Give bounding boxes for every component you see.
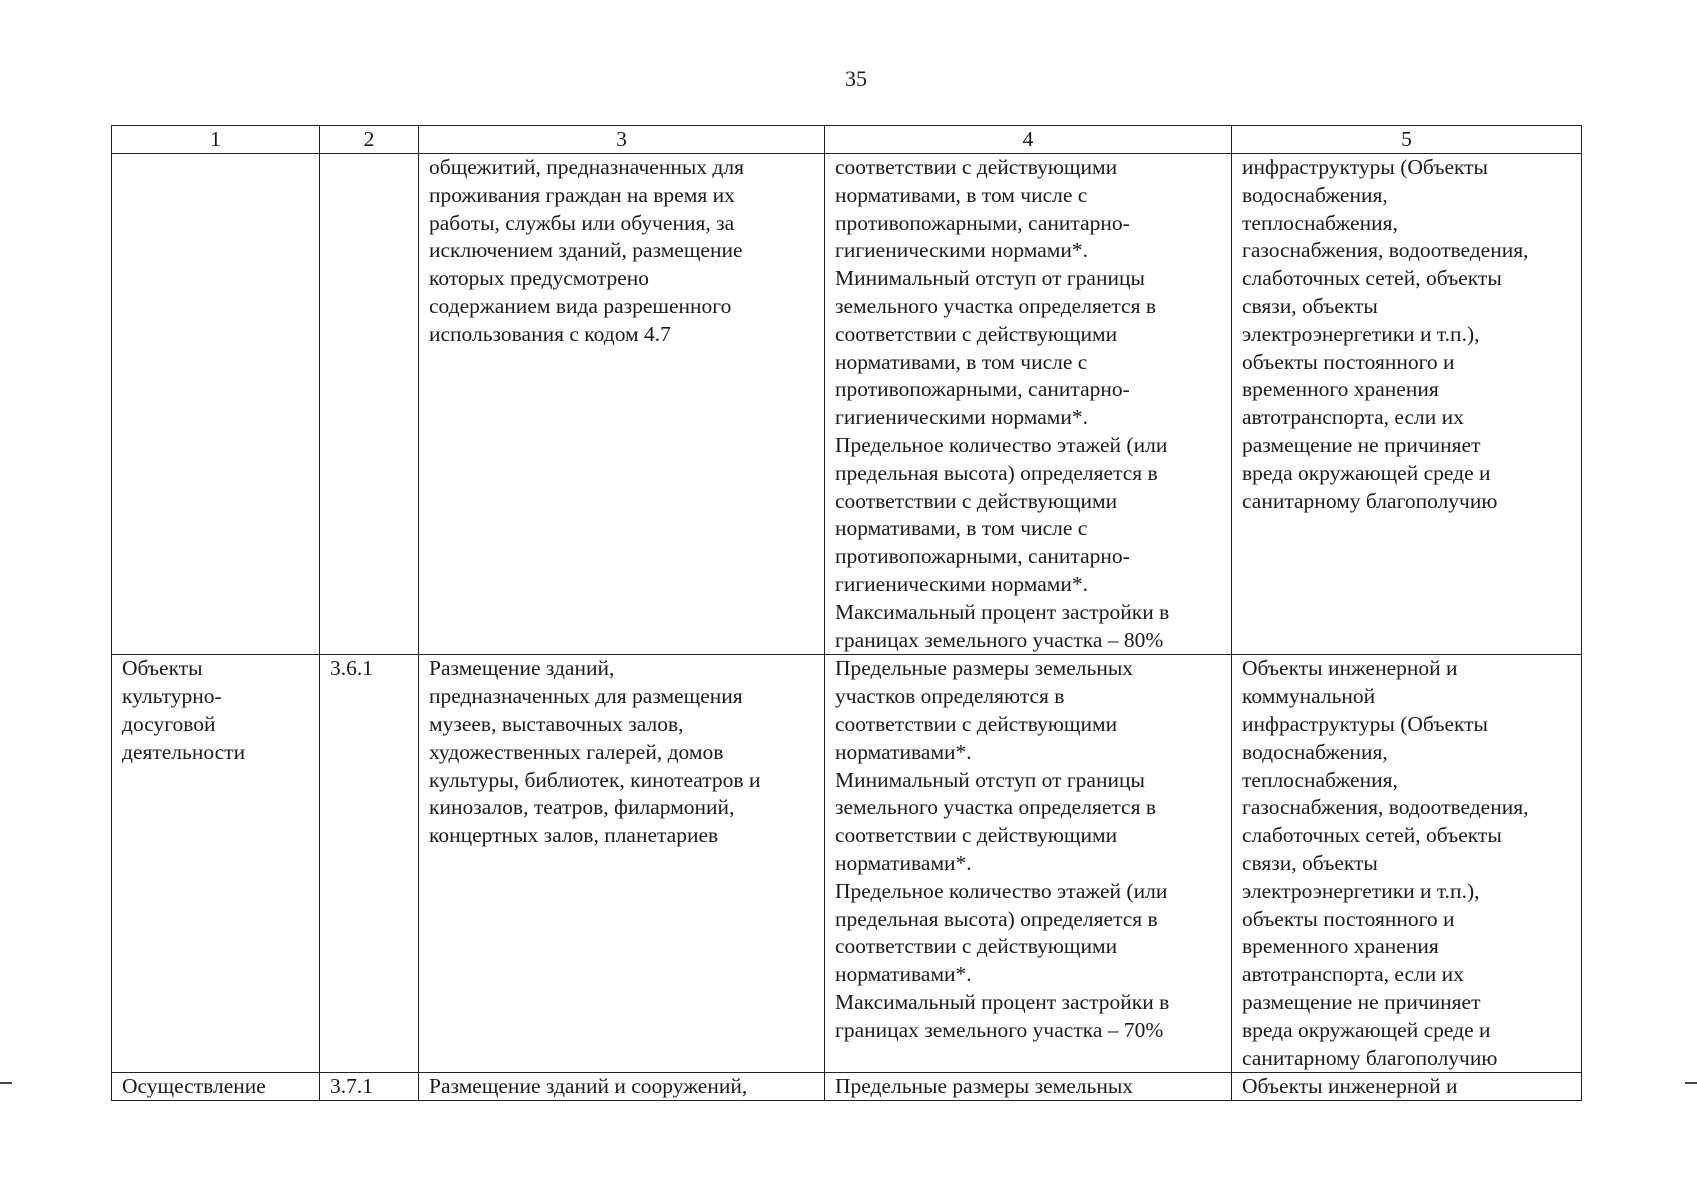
row-parameters-cell	[825, 154, 1232, 655]
row-auxiliary: инфраструктуры (Объекты водоснабжения, теплоснабжения, газоснабжения, водоотведения, слаботочных сетей, объекты связи, объекты электроэнергетики и т.п.), объекты постоянного и временного хранения автотранспорта, если их размещение не причиняет вреда окружающей среде и санитарному благополучию	[1242, 155, 1529, 513]
row-code: 3.6.1	[330, 656, 373, 681]
row-parameters: соответствии с действующими нормативами, в том числе с противопожарными, санитарно- гигиеническими нормами*. Минимальный отступ от границы земельного участка определяется в соответствии с действующими нормативами, в том числе с противопожарными, санитарно- гигиеническими нормами*. Предельное количество этажей (или предельная высота) определяется в соответствии с действующими нормативами, в том числе с противопожарными, санитарно- гигиеническими нормами*. Максимальный процент застройки в границах земельного участка – 80%	[835, 155, 1170, 652]
row-parameters-cell	[825, 655, 1232, 1073]
row-auxiliary-cell	[1232, 154, 1582, 655]
row-name-cell	[112, 655, 320, 1073]
left-edge-mark	[0, 1082, 12, 1084]
page-number: 35	[845, 66, 867, 91]
right-edge-mark	[1685, 1082, 1697, 1084]
row-auxiliary-cell	[1232, 1073, 1582, 1101]
row-description-cell	[419, 154, 825, 655]
row-code-cell	[320, 154, 419, 655]
row-name: Осуществление	[122, 1074, 266, 1099]
column-header-3: 3	[419, 126, 825, 154]
column-header-1: 1	[112, 126, 320, 154]
row-auxiliary-cell	[1232, 655, 1582, 1073]
row-description-cell	[419, 655, 825, 1073]
row-code-cell	[320, 1073, 419, 1101]
row-parameters: Предельные размеры земельных	[835, 1074, 1134, 1099]
row-parameters-cell	[825, 1073, 1232, 1101]
column-header-5: 5	[1232, 126, 1582, 154]
regulations-table	[111, 125, 1582, 1101]
table-row	[112, 1073, 1582, 1101]
row-code: 3.7.1	[330, 1074, 373, 1099]
row-name: Объекты культурно- досуговой деятельности	[122, 656, 246, 764]
row-description: общежитий, предназначенных для проживания граждан на время их работы, службы или обучения, за исключением зданий, размещение которых предусмотрено содержанием вида разрешенного использования с кодом 4.7	[429, 155, 744, 346]
table-row	[112, 154, 1582, 655]
row-code-cell	[320, 655, 419, 1073]
row-description: Размещение зданий и сооружений,	[429, 1074, 748, 1099]
row-auxiliary: Объекты инженерной и	[1242, 1074, 1458, 1099]
header-row	[112, 126, 1582, 154]
row-description-cell	[419, 1073, 825, 1101]
column-header-4: 4	[825, 126, 1232, 154]
row-name-cell	[112, 1073, 320, 1101]
row-description: Размещение зданий, предназначенных для размещения музеев, выставочных залов, художественных галерей, домов культуры, библиотек, кинотеатров и кинозалов, театров, филармоний, концертных залов, планетариев	[429, 656, 761, 848]
row-name-cell	[112, 154, 320, 655]
table-row	[112, 655, 1582, 1073]
column-header-2: 2	[320, 126, 419, 154]
row-parameters: Предельные размеры земельных участков определяются в соответствии с действующими нормативами*. Минимальный отступ от границы земельного участка определяется в соответствии с действующими нормативами*. Предельное количество этажей (или предельная высота) определяется в соответствии с действующими нормативами*. Максимальный процент застройки в границах земельного участка – 70%	[835, 656, 1170, 1042]
row-auxiliary: Объекты инженерной и коммунальной инфраструктуры (Объекты водоснабжения, теплоснабжения, газоснабжения, водоотведения, слаботочных сетей, объекты связи, объекты электроэнергетики и т.п.), объекты постоянного и временного хранения автотранспорта, если их размещение не причиняет вреда окружающей среде и санитарному благополучию	[1242, 656, 1529, 1070]
